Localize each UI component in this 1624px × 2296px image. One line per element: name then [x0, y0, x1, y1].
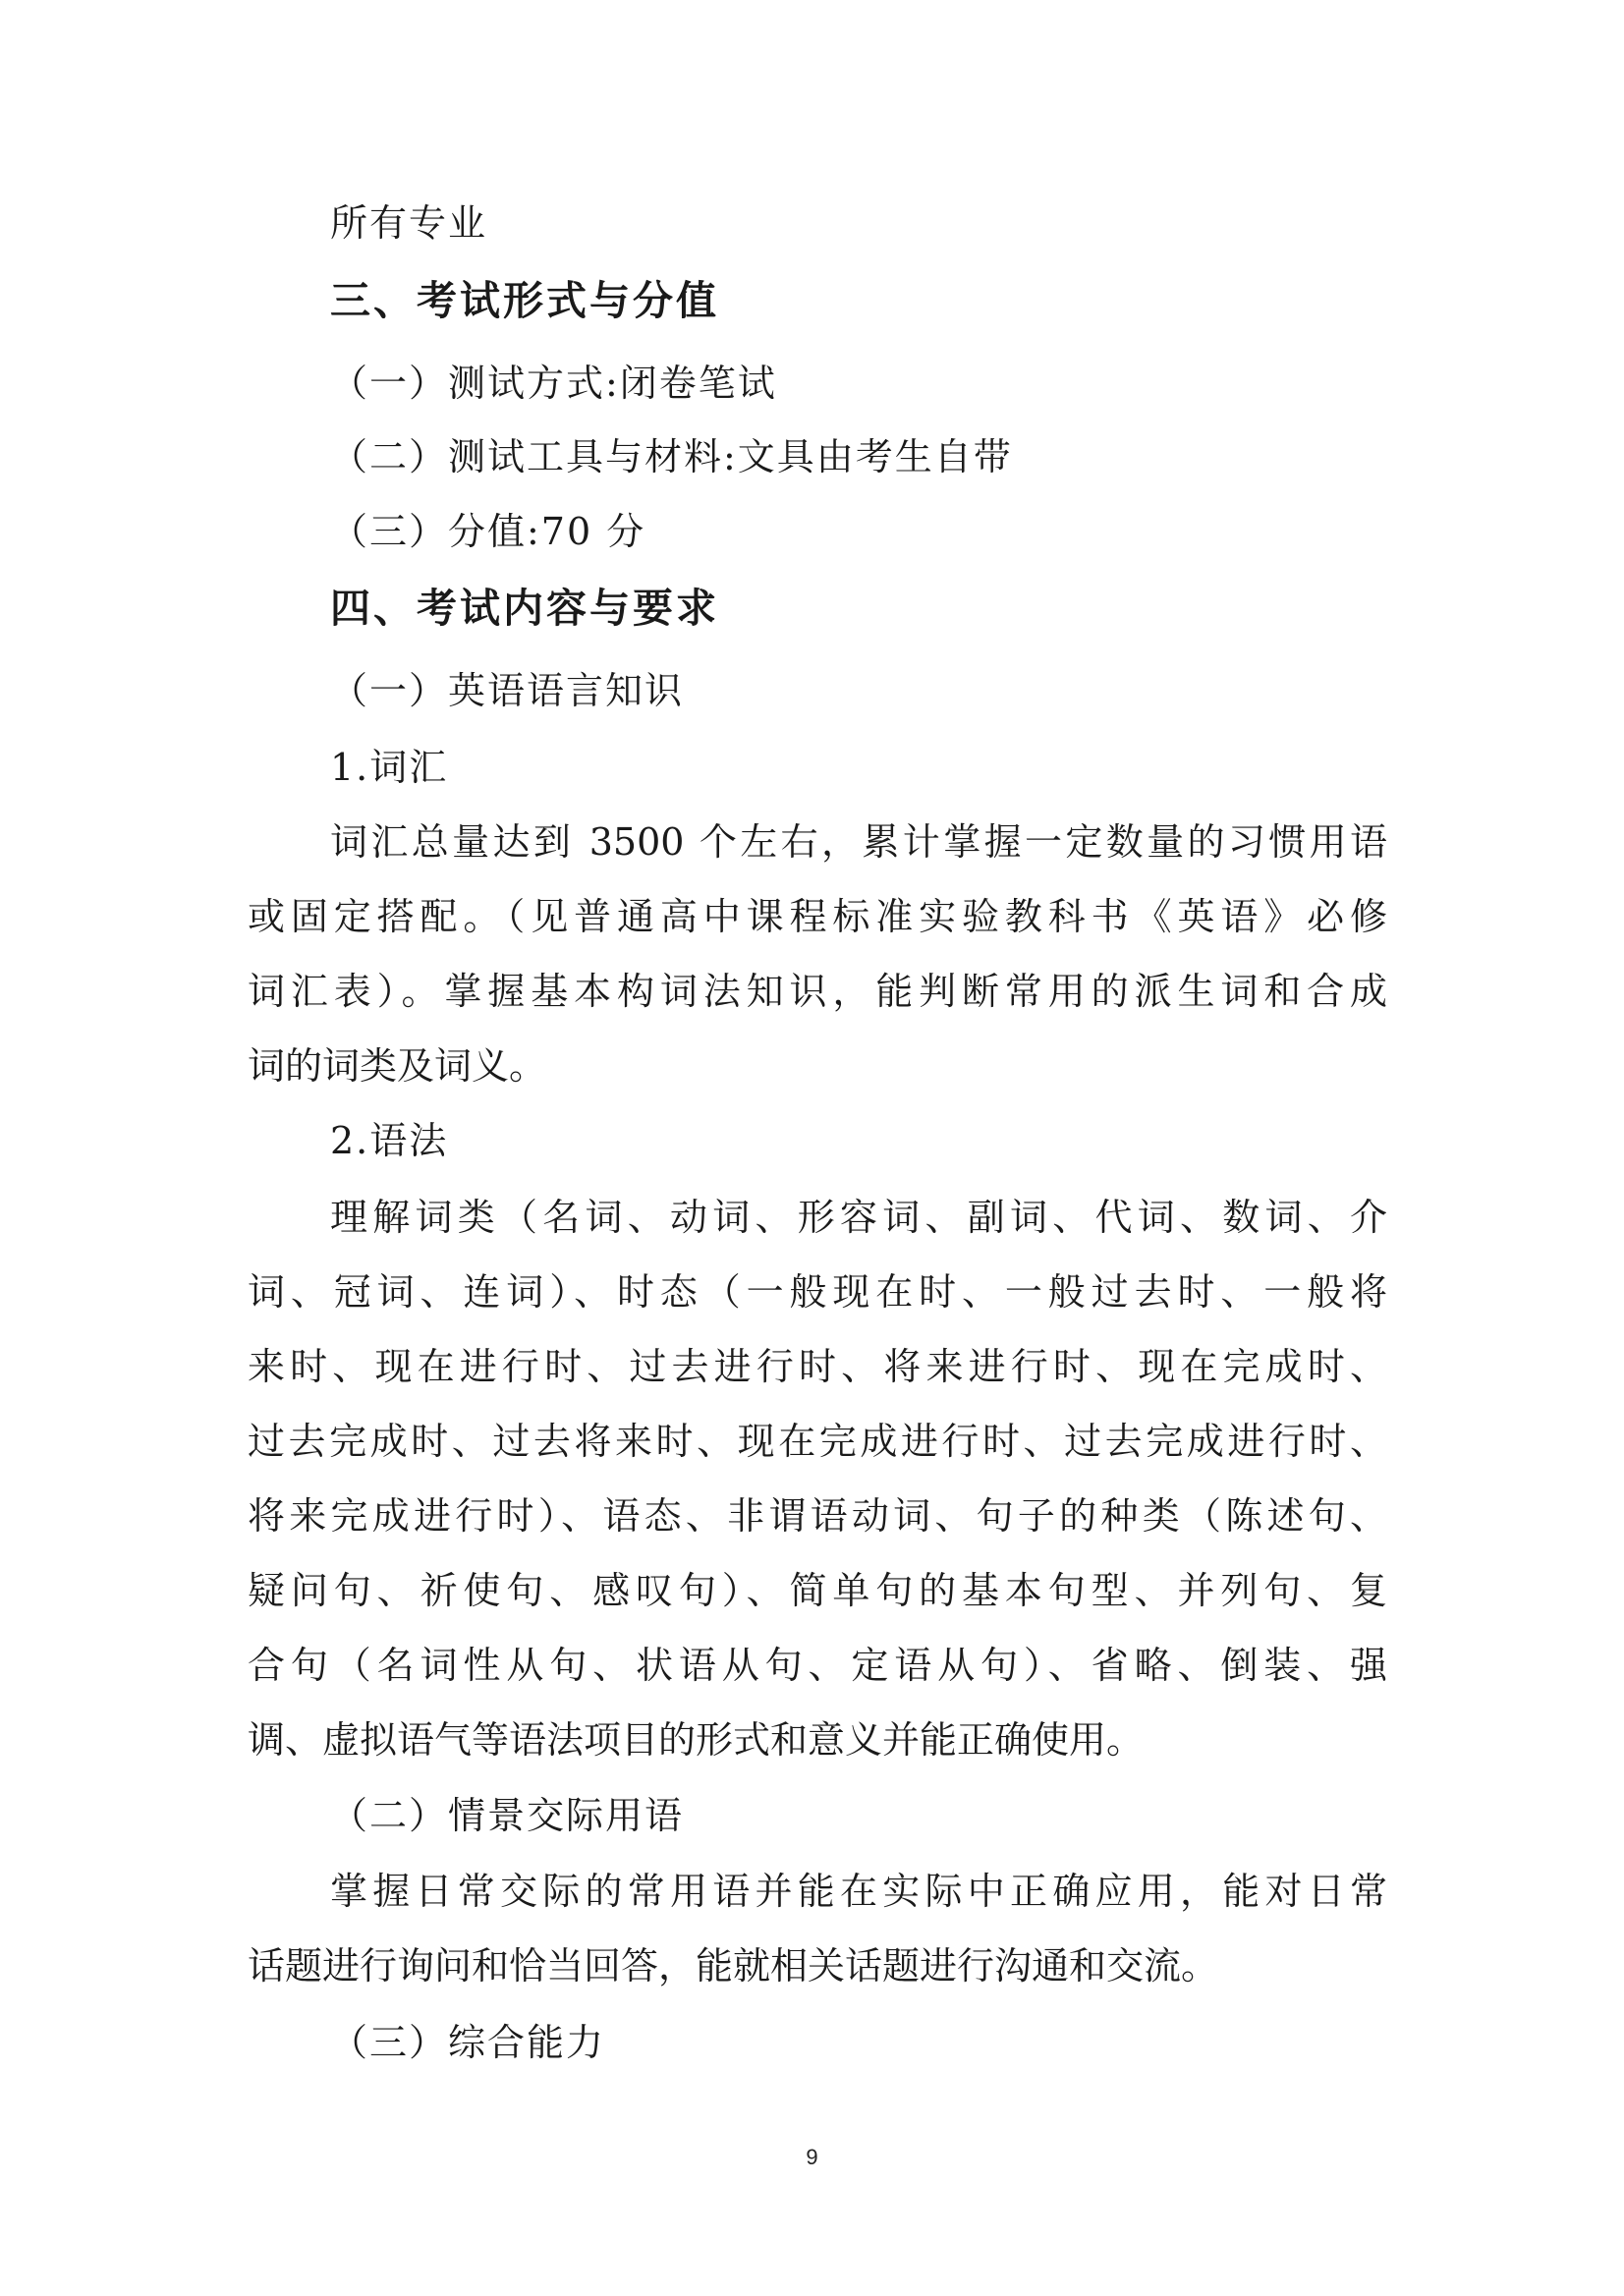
paragraph-line: 来时、现在进行时、过去进行时、将来进行时、现在完成时、 — [248, 1345, 1387, 1388]
paragraph-line: 理解词类（名词、动词、形容词、副词、代词、数词、介 — [330, 1196, 1387, 1239]
paragraph-line: 疑问句、祈使句、感叹句）、简单句的基本句型、并列句、复 — [248, 1569, 1387, 1612]
text-line: 所有专业 — [330, 201, 488, 245]
text-line: （二）测试工具与材料:文具由考生自带 — [330, 435, 1013, 478]
subsection-heading: （二）情景交际用语 — [330, 1794, 685, 1837]
paragraph-line: 或固定搭配。（见普通高中课程标准实验教科书《英语》必修 — [248, 895, 1387, 938]
paragraph-line: 词汇总量达到 3500 个左右，累计掌握一定数量的习惯用语 — [330, 820, 1387, 864]
paragraph-line: 过去完成时、过去将来时、现在完成进行时、过去完成进行时、 — [248, 1420, 1387, 1463]
document-page — [248, 0, 1387, 2296]
paragraph-line: 词、冠词、连词）、时态（一般现在时、一般过去时、一般将 — [248, 1270, 1387, 1314]
text-line: （一）测试方式:闭卷笔试 — [330, 362, 777, 405]
item-heading: 1.词汇 — [330, 746, 449, 789]
subsection-heading: （一）英语语言知识 — [330, 669, 685, 712]
paragraph-line: 词汇表）。掌握基本构词法知识，能判断常用的派生词和合成 — [248, 970, 1387, 1013]
paragraph-line: 词的词类及词义。 — [248, 1044, 547, 1088]
paragraph-line: 调、虚拟语气等语法项目的形式和意义并能正确使用。 — [248, 1718, 1145, 1762]
paragraph-line: 掌握日常交际的常用语并能在实际中正确应用，能对日常 — [330, 1870, 1387, 1913]
item-heading: 2.语法 — [330, 1119, 449, 1162]
paragraph-line: 将来完成进行时）、语态、非谓语动词、句子的种类（陈述句、 — [248, 1494, 1387, 1538]
paragraph-line: 话题进行询问和恰当回答，能就相关话题进行沟通和交流。 — [248, 1944, 1219, 1988]
subsection-heading: （三）综合能力 — [330, 2021, 606, 2064]
section-heading: 四、考试内容与要求 — [330, 585, 719, 632]
section-heading: 三、考试形式与分值 — [330, 277, 719, 324]
page-number: 9 — [806, 2145, 818, 2169]
text-line: （三）分值:70 分 — [330, 510, 646, 553]
paragraph-line: 合句（名词性从句、状语从句、定语从句）、省略、倒装、强 — [248, 1644, 1387, 1687]
